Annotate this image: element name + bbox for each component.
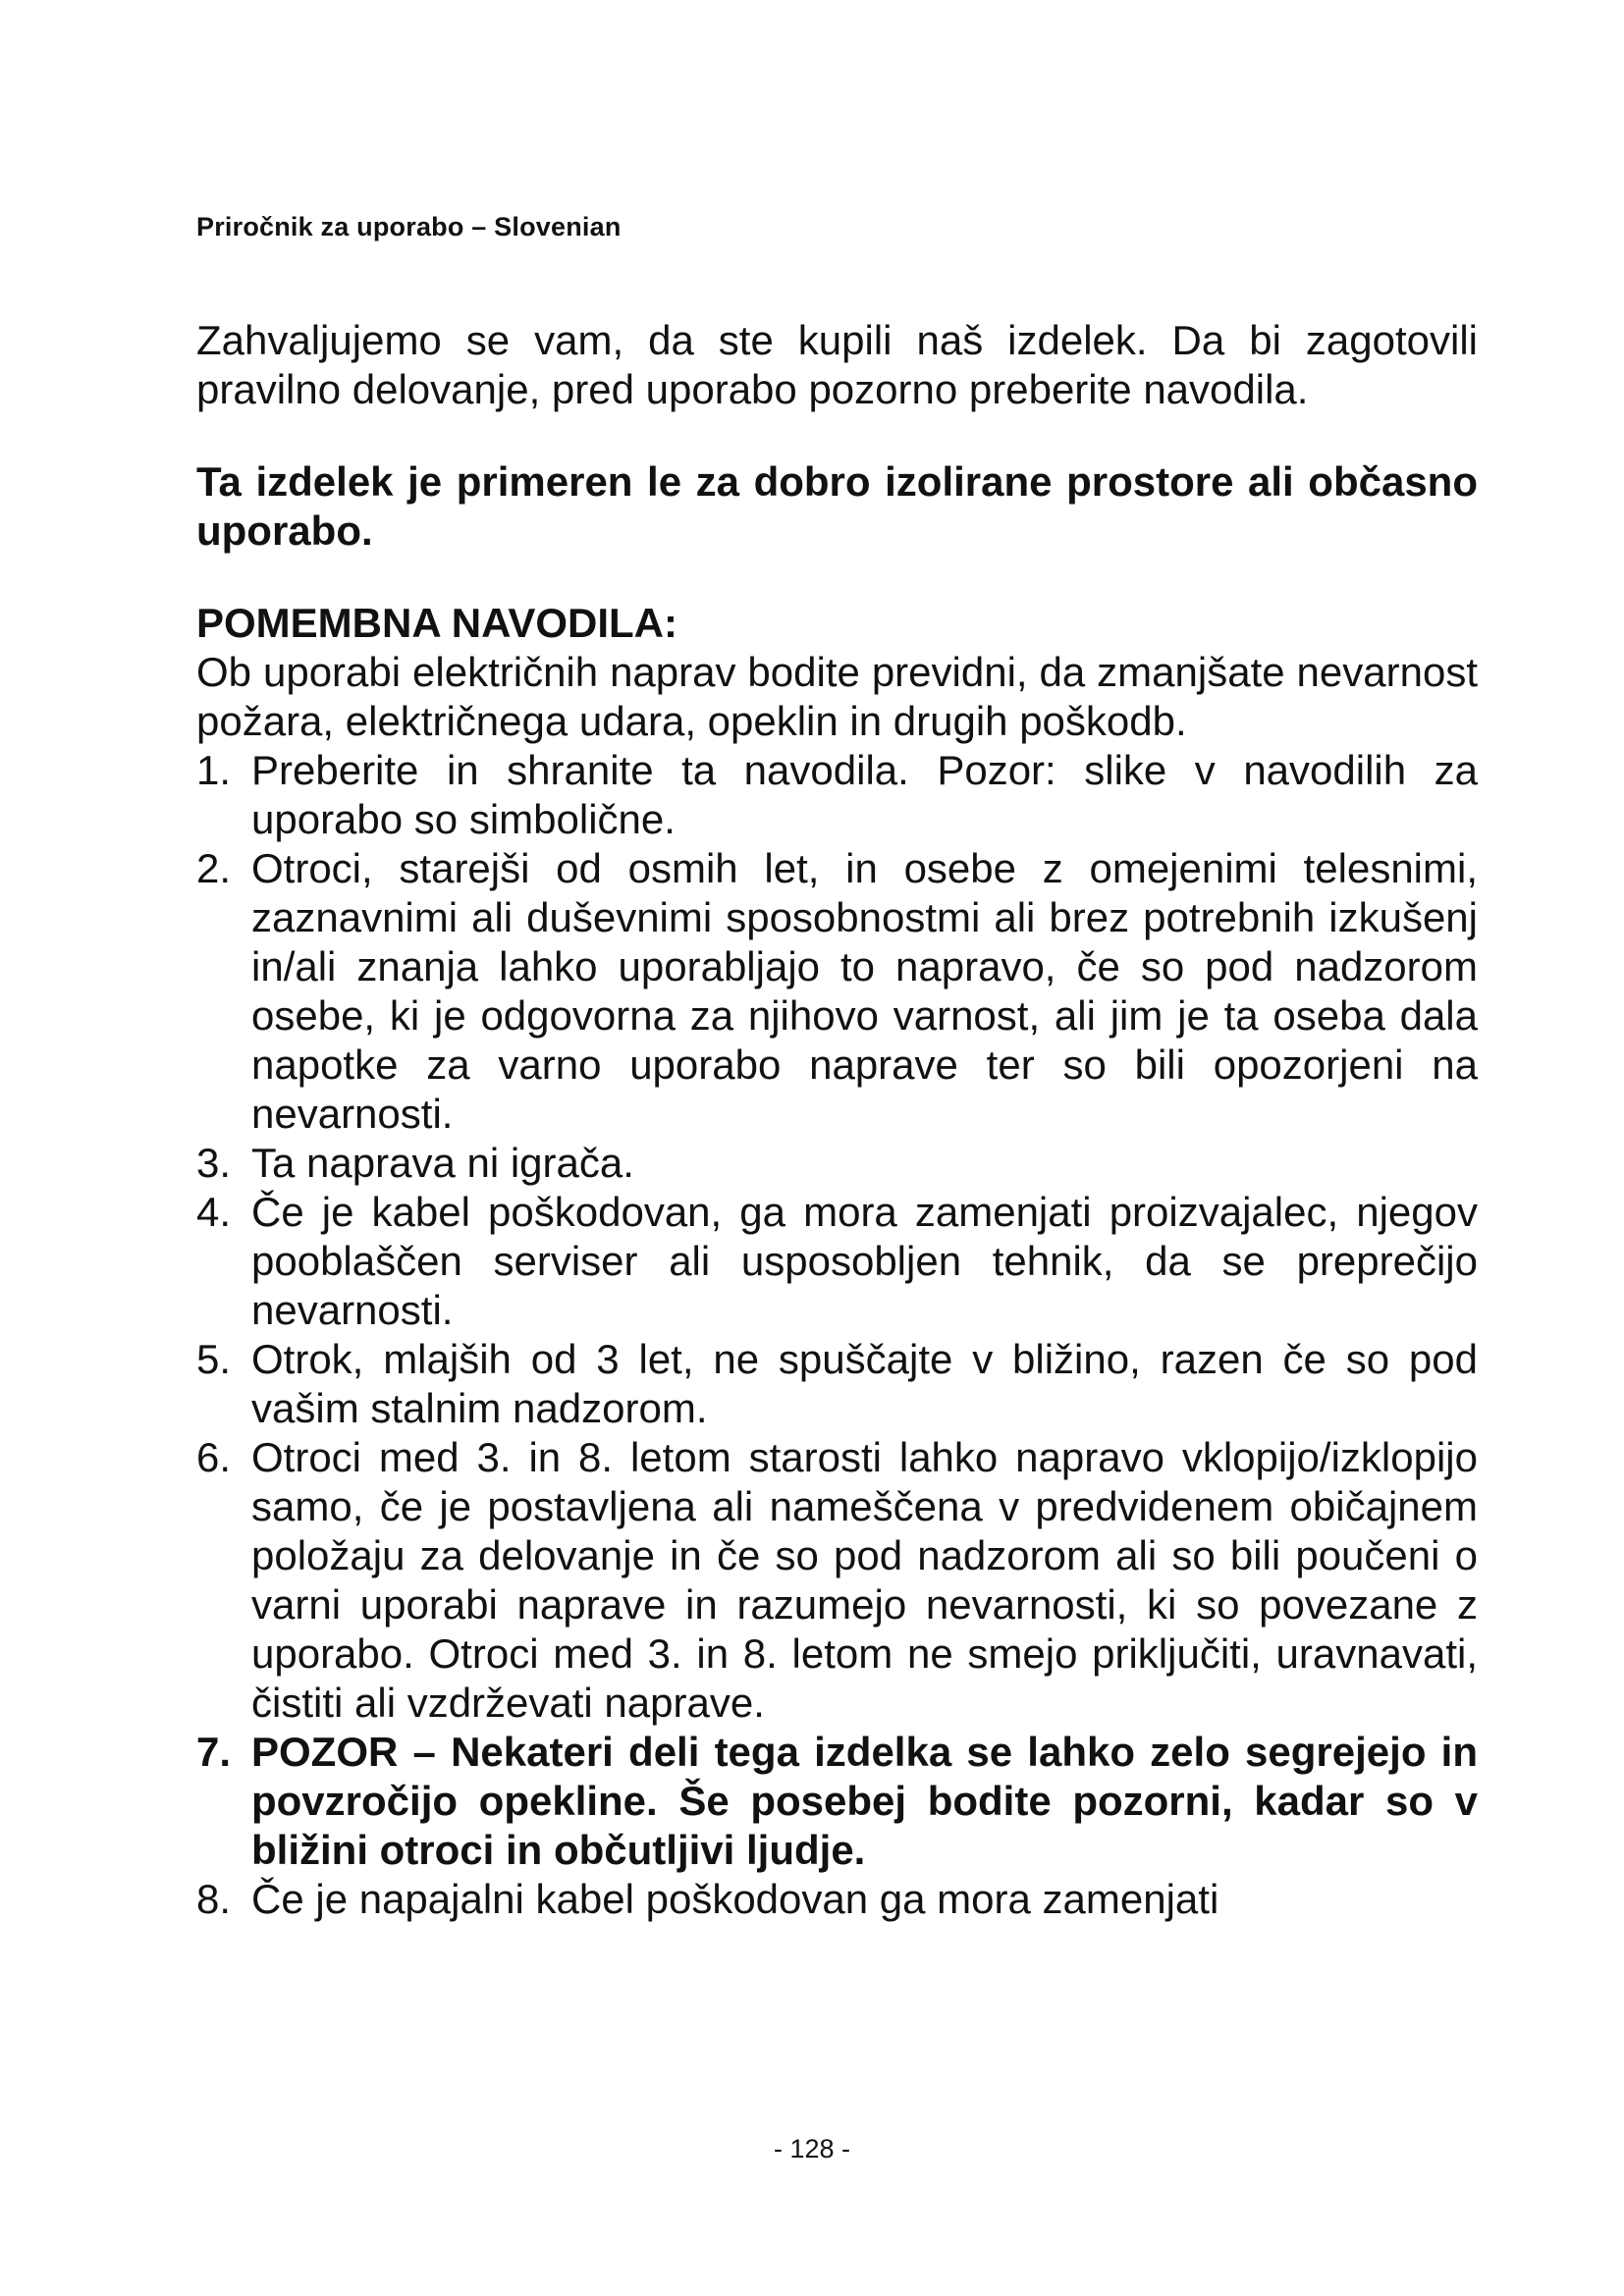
item-number: 5. <box>196 1336 232 1382</box>
intro-paragraph: Zahvaljujemo se vam, da ste kupili naš izdelek. Da bi zagotovili pravilno delovanje, pred uporabo pozorno preberite navodila. <box>196 317 1478 412</box>
item-number: 7. <box>196 1729 232 1775</box>
list-item <box>196 1335 1478 1433</box>
item-text: POZOR – Nekateri deli tega izdelka se lahko zelo segrejejo in povzročijo opekline. Še posebej bodite pozorni, kadar so v bližini otroci in občutljivi ljudje. <box>251 1729 1478 1873</box>
running-header: Priročnik za uporabo – Slovenian <box>196 212 622 241</box>
item-text: Otrok, mlajših od 3 let, ne spuščajte v bližino, razen če so pod vašim stalnim nadzorom. <box>251 1336 1478 1431</box>
list-item <box>196 746 1478 844</box>
usage-notice: Ta izdelek je primeren le za dobro izolirane prostore ali občasno uporabo. <box>196 458 1478 554</box>
instructions-list <box>196 746 1478 1924</box>
list-item <box>196 1139 1478 1188</box>
warning-list-item <box>196 1728 1478 1875</box>
page-content <box>196 316 1478 1924</box>
item-text: Če je napajalni kabel poškodovan ga mora zamenjati <box>251 1876 1219 1922</box>
item-number: 1. <box>196 747 232 793</box>
section-intro: Ob uporabi električnih naprav bodite previdni, da zmanjšate nevarnost požara, električnega udara, opeklin in drugih poškodb. <box>196 649 1478 744</box>
item-number: 3. <box>196 1140 232 1186</box>
section-title: POMEMBNA NAVODILA: <box>196 600 677 646</box>
item-number: 6. <box>196 1434 232 1480</box>
item-number: 2. <box>196 845 232 891</box>
list-item <box>196 844 1478 1139</box>
list-item <box>196 1433 1478 1728</box>
item-text: Če je kabel poškodovan, ga mora zamenjati proizvajalec, njegov pooblaščen serviser ali usposobljen tehnik, da se preprečijo nevarnosti. <box>251 1189 1478 1333</box>
item-text: Preberite in shranite ta navodila. Pozor: slike v navodilih za uporabo so simbolične. <box>251 747 1478 842</box>
item-text: Otroci, starejši od osmih let, in osebe z omejenimi telesnimi, zaznavnimi ali duševnimi sposobnostmi ali brez potrebnih izkušenj in/ali znanja lahko uporabljajo to napravo, če so pod nadzorom osebe, ki je odgovorna za njihovo varnost, ali jim je ta oseba dala napotke za varno uporabo naprave ter so bili opozorjeni na nevarnosti. <box>251 845 1478 1137</box>
item-text: Ta naprava ni igrača. <box>251 1140 634 1186</box>
item-number: 4. <box>196 1189 232 1235</box>
list-item <box>196 1188 1478 1335</box>
item-text: Otroci med 3. in 8. letom starosti lahko napravo vklopijo/izklopijo samo, če je postavljena ali nameščena v predvidenem običajnem položaju za delovanje in če so pod nadzorom ali so bili poučeni o varni uporabi naprave in razumejo nevarnosti, ki so povezane z uporabo. Otroci med 3. in 8. letom ne smejo priključiti, uravnavati, čistiti ali vzdrževati naprave. <box>251 1434 1478 1726</box>
item-number: 8. <box>196 1876 232 1922</box>
list-item <box>196 1875 1478 1924</box>
page-number: - 128 - <box>773 2134 851 2163</box>
